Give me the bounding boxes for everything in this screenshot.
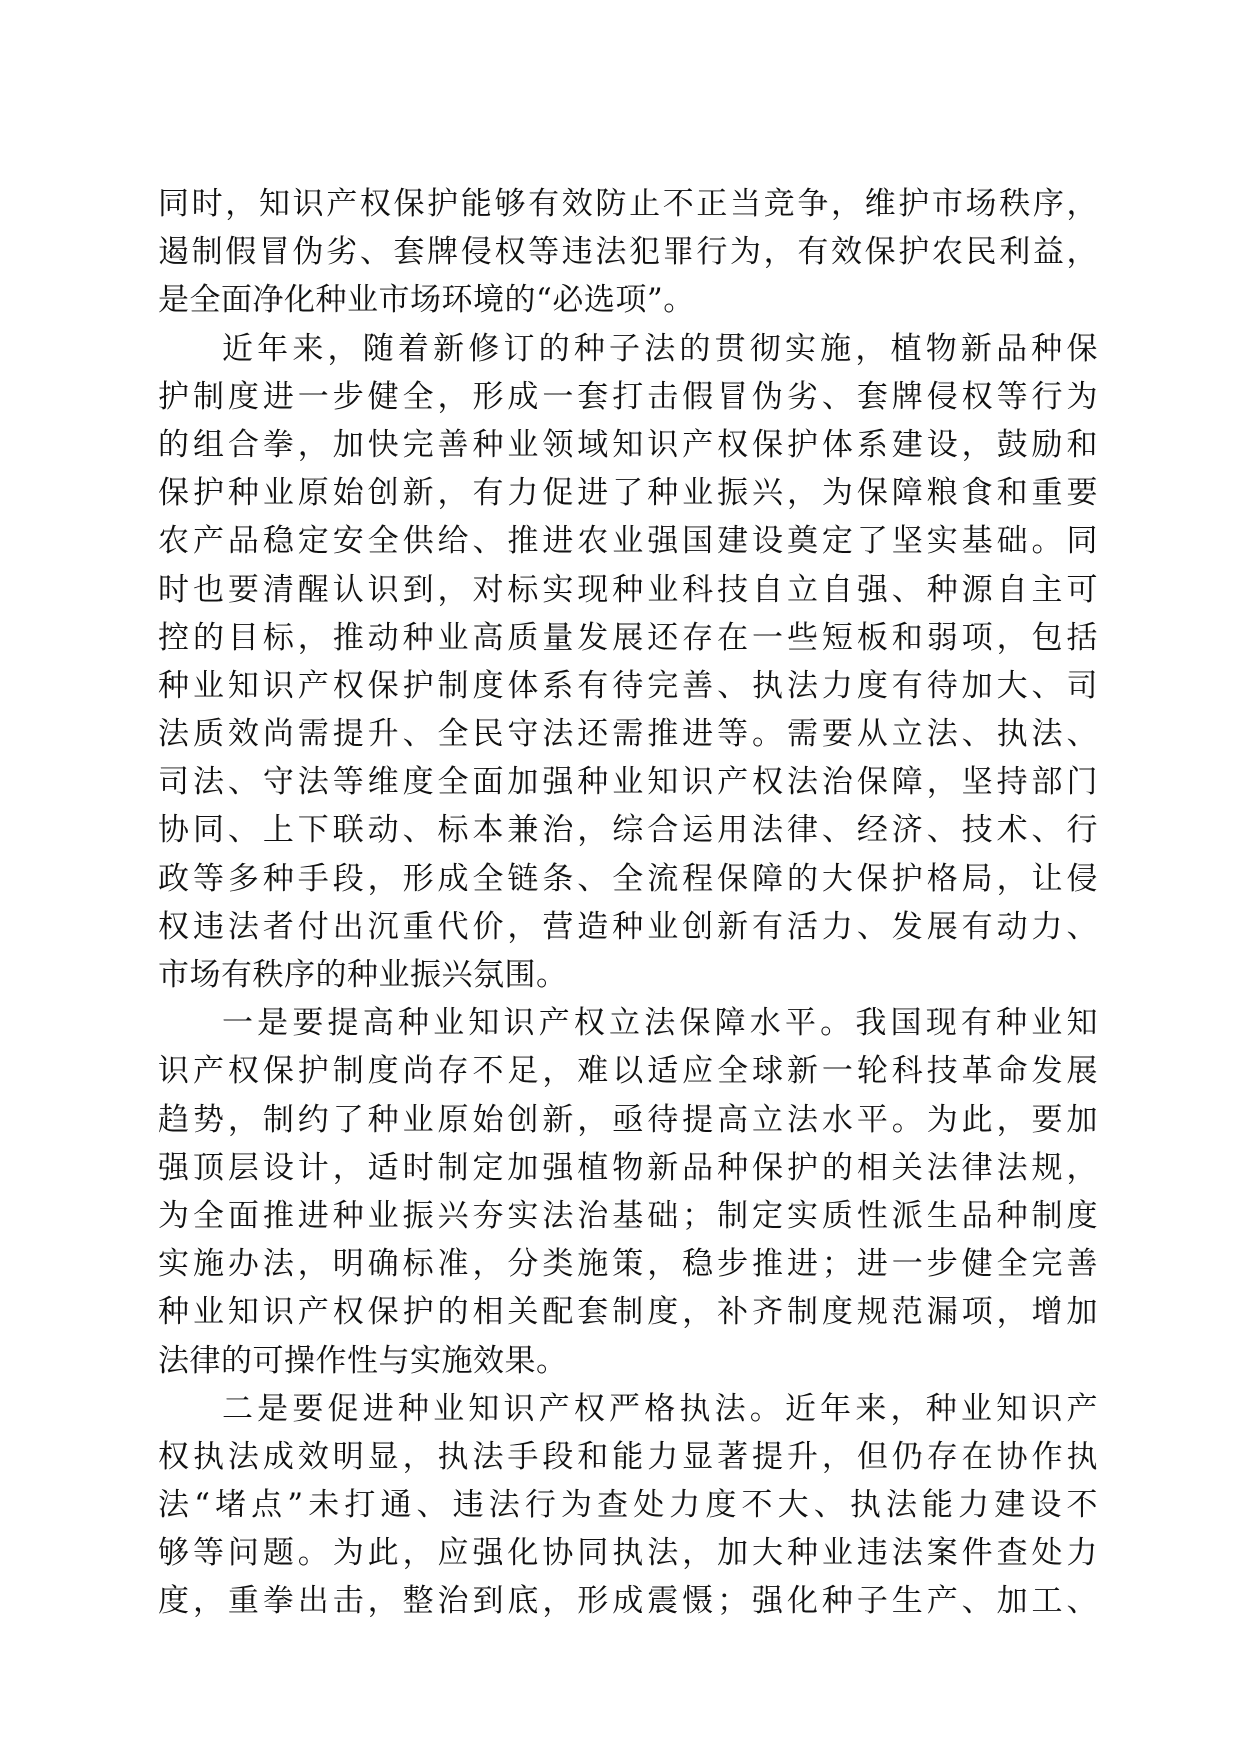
text-line: 市场有秩序的种业振兴氛围。 xyxy=(158,957,568,993)
text-line: 权违法者付出沉重代价，营造种业创新有活力、发展有动力、 xyxy=(158,908,1098,945)
text-line: 司法、守法等维度全面加强种业知识产权法治保障，坚持部门 xyxy=(158,764,1098,801)
text-line: 是全面净化种业市场环境的“必选项”。 xyxy=(158,282,695,319)
text-line: 实施办法，明确标准，分类施策，稳步推进；进一步健全完善 xyxy=(158,1246,1098,1283)
text-line: 农产品稳定安全供给、推进农业强国建设奠定了坚实基础。同 xyxy=(158,523,1098,560)
text-line: 同时，知识产权保护能够有效防止不正当竞争，维护市场秩序， xyxy=(158,186,1098,222)
text-line: 遏制假冒伪劣、套牌侵权等违法犯罪行为，有效保护农民利益， xyxy=(158,234,1098,271)
text-line: 法质效尚需提升、全民守法还需推进等。需要从立法、执法、 xyxy=(158,716,1098,753)
text-line: 时也要清醒认识到，对标实现种业科技自立自强、种源自主可 xyxy=(158,571,1098,608)
text-line: 政等多种手段，形成全链条、全流程保障的大保护格局，让侵 xyxy=(158,860,1098,897)
text-line: 护制度进一步健全，形成一套打击假冒伪劣、套牌侵权等行为 xyxy=(158,378,1098,415)
text-line: 种业知识产权保护制度体系有待完善、执法力度有待加大、司 xyxy=(158,667,1098,704)
body-text xyxy=(158,180,1098,1626)
paragraph-first-line: 二是要促进种业知识产权严格执法。近年来，种业知识产 xyxy=(222,1390,1098,1427)
text-line: 控的目标，推动种业高质量发展还存在一些短板和弱项，包括 xyxy=(158,619,1098,656)
text-line: 度，重拳出击，整治到底，形成震慑；强化种子生产、加工、 xyxy=(158,1583,1098,1620)
text-line: 的组合拳，加快完善种业领域知识产权保护体系建设，鼓励和 xyxy=(158,426,1098,463)
text-line: 强顶层设计，适时制定加强植物新品种保护的相关法律法规， xyxy=(158,1149,1098,1186)
paragraph-first-line: 一是要提高种业知识产权立法保障水平。我国现有种业知 xyxy=(222,1005,1098,1042)
text-line: 协同、上下联动、标本兼治，综合运用法律、经济、技术、行 xyxy=(158,812,1098,849)
text-line: 法律的可操作性与实施效果。 xyxy=(158,1342,568,1379)
text-line: 为全面推进种业振兴夯实法治基础；制定实质性派生品种制度 xyxy=(158,1197,1098,1234)
paragraph-first-line: 近年来，随着新修订的种子法的贯彻实施，植物新品种保 xyxy=(222,330,1098,367)
text-line: 种业知识产权保护的相关配套制度，补齐制度规范漏项，增加 xyxy=(158,1294,1098,1331)
text-line: 权执法成效明显，执法手段和能力显著提升，但仍存在协作执 xyxy=(158,1438,1098,1475)
text-line: 识产权保护制度尚存不足，难以适应全球新一轮科技革命发展 xyxy=(158,1053,1098,1090)
text-line: 保护种业原始创新，有力促进了种业振兴，为保障粮食和重要 xyxy=(158,475,1098,512)
text-line: 够等问题。为此，应强化协同执法，加大种业违法案件查处力 xyxy=(158,1535,1098,1572)
text-line: 趋势，制约了种业原始创新，亟待提高立法水平。为此，要加 xyxy=(158,1101,1098,1138)
text-line: 法“堵点”未打通、违法行为查处力度不大、执法能力建设不 xyxy=(158,1487,1098,1524)
